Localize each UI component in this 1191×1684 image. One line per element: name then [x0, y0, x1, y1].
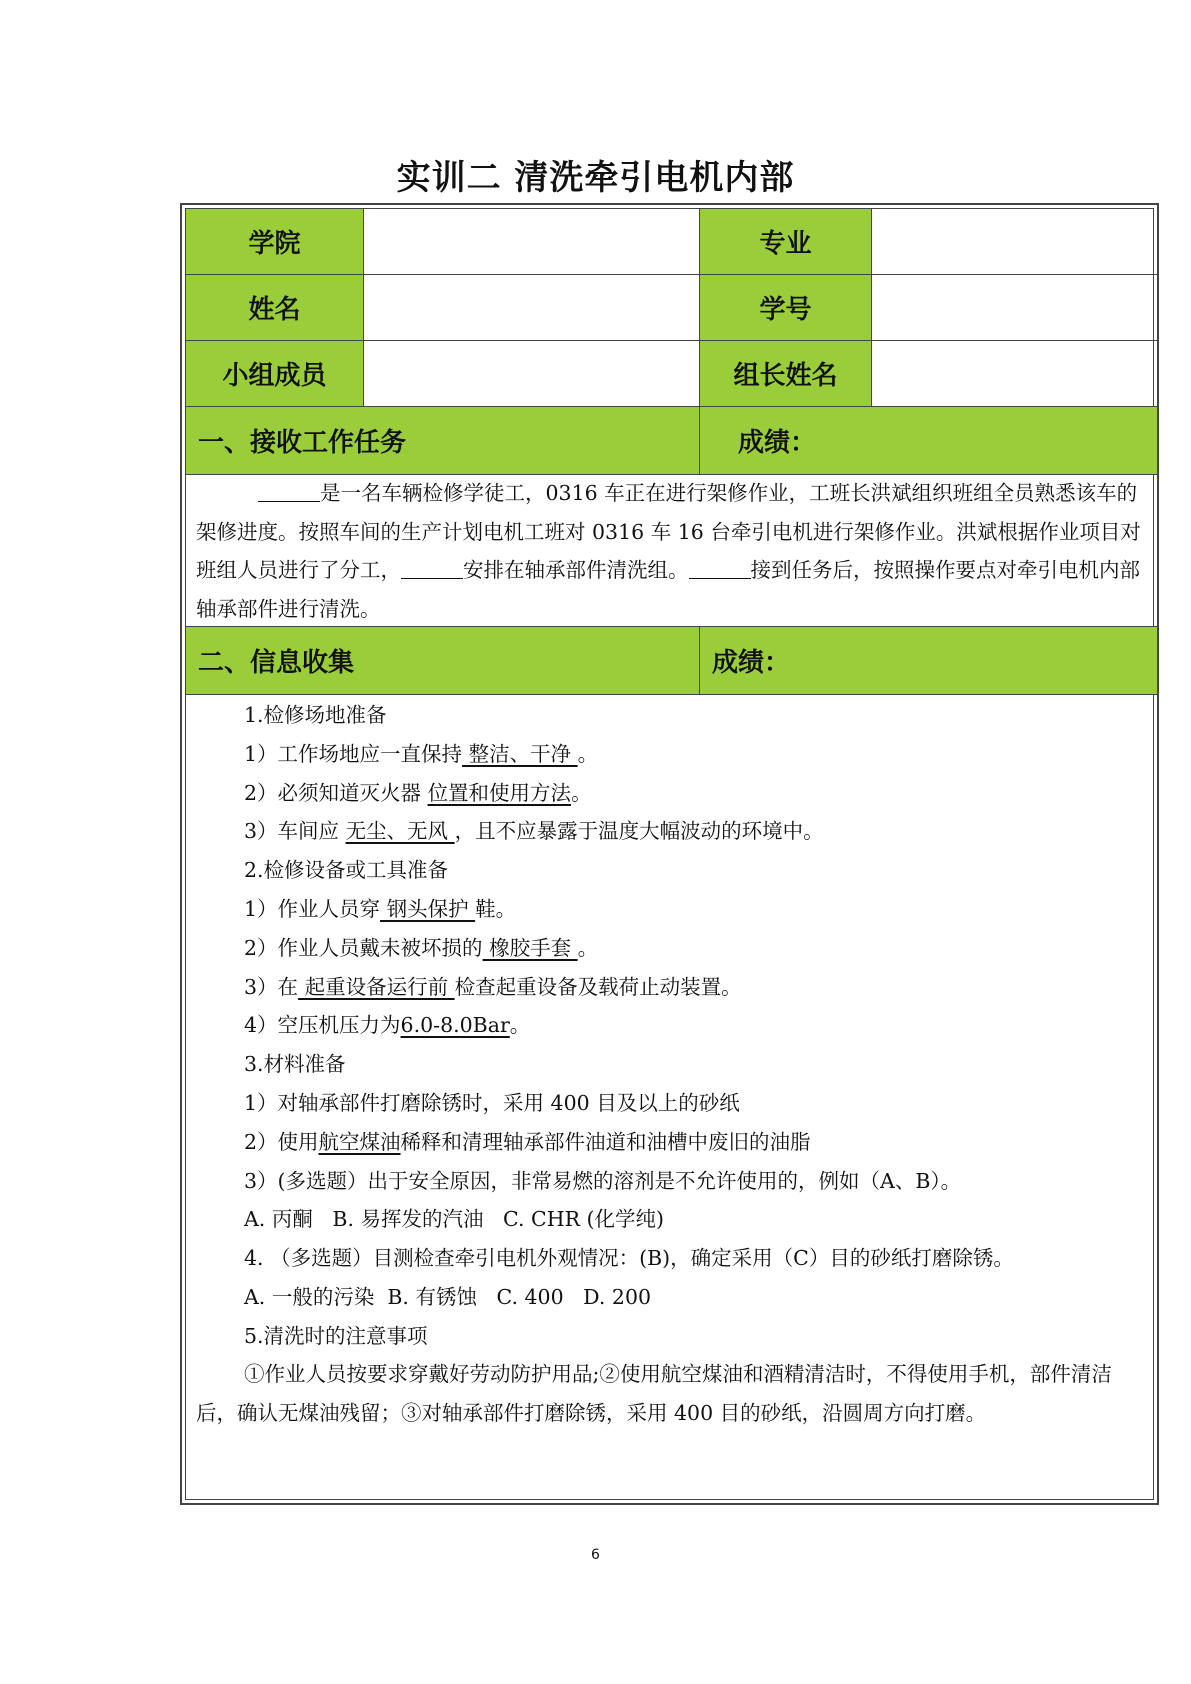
group-members-field[interactable]	[364, 341, 700, 407]
answer-material-2: 航空煤油	[318, 1129, 401, 1154]
worksheet-table	[180, 203, 1159, 1505]
college-label: 学院	[186, 209, 364, 275]
site-item-1: 1）工作场地应一直保持 整洁、干净 。	[244, 741, 599, 766]
tool-item-4: 4）空压机压力为6.0-8.0Bar。	[244, 1013, 531, 1038]
receiver-blank[interactable]	[689, 558, 751, 579]
major-label: 专业	[700, 209, 872, 275]
answer-tool-1: 钢头保护	[380, 896, 476, 921]
task-text-part3: 接到任务后，按照操作要点对牵引电机内部轴承部件进行清洗。	[196, 558, 1140, 621]
section2-score-label: 成绩：	[700, 627, 1157, 695]
task-text-part1: 是一名车辆检修学徒工，0316 车正在进行架修作业，工班长洪斌组织班组全员熟悉该车的架修进度。按照车间的生产计划电机工班对 0316 车 16 台牵引电机进行架修作业。洪斌根据作业项目对班组人员进行了分工，	[196, 481, 1141, 582]
student-name-blank[interactable]	[258, 481, 320, 502]
college-field[interactable]	[364, 209, 700, 275]
worksheet-inner-border	[185, 208, 1154, 1500]
answer-site-1: 整洁、干净	[462, 741, 578, 766]
tool-item-3: 3）在 起重设备运行前 检查起重设备及载荷止动装置。	[244, 974, 742, 999]
question-4-options: A. 一般的污染 B. 有锈蚀 C. 400 D. 200	[244, 1284, 652, 1309]
major-field[interactable]	[872, 209, 1157, 275]
student-id-field[interactable]	[872, 275, 1157, 341]
tool-item-2: 2）作业人员戴未被坏损的 橡胶手套 。	[244, 935, 599, 960]
material-item-3: 3）(多选题）出于安全原因，非常易燃的溶剂是不允许使用的，例如（A、B）。	[244, 1168, 962, 1193]
section2-body	[186, 695, 1157, 1503]
info-list	[244, 696, 1149, 1356]
material-item-2: 2）使用航空煤油稀释和清理轴承部件油道和油槽中废旧的油脂	[244, 1129, 811, 1154]
section1-heading: 一、接收工作任务	[186, 407, 700, 475]
notes-title: 5.清洗时的注意事项	[244, 1323, 428, 1348]
name-field[interactable]	[364, 275, 700, 341]
material-prep-title: 3.材料准备	[244, 1052, 346, 1077]
task-paragraph	[196, 474, 1149, 628]
page-title: 实训二 清洗牵引电机内部	[396, 158, 795, 198]
site-item-2: 2）必须知道灭火器 位置和使用方法。	[244, 780, 592, 805]
answer-tool-2: 橡胶手套	[482, 935, 578, 960]
answer-tool-3: 起重设备运行前	[298, 974, 455, 999]
section1-score-label: 成绩：	[700, 407, 1157, 475]
answer-site-3: 无尘、无风	[345, 819, 455, 844]
question-4: 4. （多选题）目测检查牵引电机外观情况：(B)，确定采用（C）目的砂纸打磨除锈。	[244, 1246, 1014, 1271]
notes-paragraph	[196, 1355, 1149, 1432]
student-id-label: 学号	[700, 275, 872, 341]
answer-site-2: 位置和使用方法	[427, 780, 572, 805]
task-text-part2: 安排在轴承部件清洗组。	[463, 558, 689, 582]
site-item-3: 3）车间应 无尘、无风 ，且不应暴露于温度大幅波动的环境中。	[244, 819, 824, 844]
page-number: 6	[591, 1547, 600, 1563]
leader-name-label: 组长姓名	[700, 341, 872, 407]
name-label: 姓名	[186, 275, 364, 341]
leader-name-field[interactable]	[872, 341, 1157, 407]
site-prep-title: 1.检修场地准备	[244, 703, 387, 727]
notes-text: ①作业人员按要求穿戴好劳动防护用品;②使用航空煤油和酒精清洁时，不得使用手机，部件清洁后，确认无煤油残留；③对轴承部件打磨除锈，采用 400 目的砂纸，沿圆周方向打磨。	[196, 1362, 1112, 1425]
tool-prep-title: 2.检修设备或工具准备	[244, 858, 449, 883]
material-item-1: 1）对轴承部件打磨除锈时，采用 400 目及以上的砂纸	[244, 1090, 740, 1115]
section2-heading: 二、信息收集	[186, 627, 700, 695]
group-members-label: 小组成员	[186, 341, 364, 407]
material-item-3-options: A. 丙酮 B. 易挥发的汽油 C. CHR (化学纯)	[244, 1207, 665, 1232]
tool-item-1: 1）作业人员穿 钢头保护 鞋。	[244, 896, 517, 921]
answer-tool-4: 6.0-8.0Bar	[400, 1013, 510, 1038]
section1-body	[186, 475, 1157, 627]
assignee-blank[interactable]	[401, 558, 463, 579]
